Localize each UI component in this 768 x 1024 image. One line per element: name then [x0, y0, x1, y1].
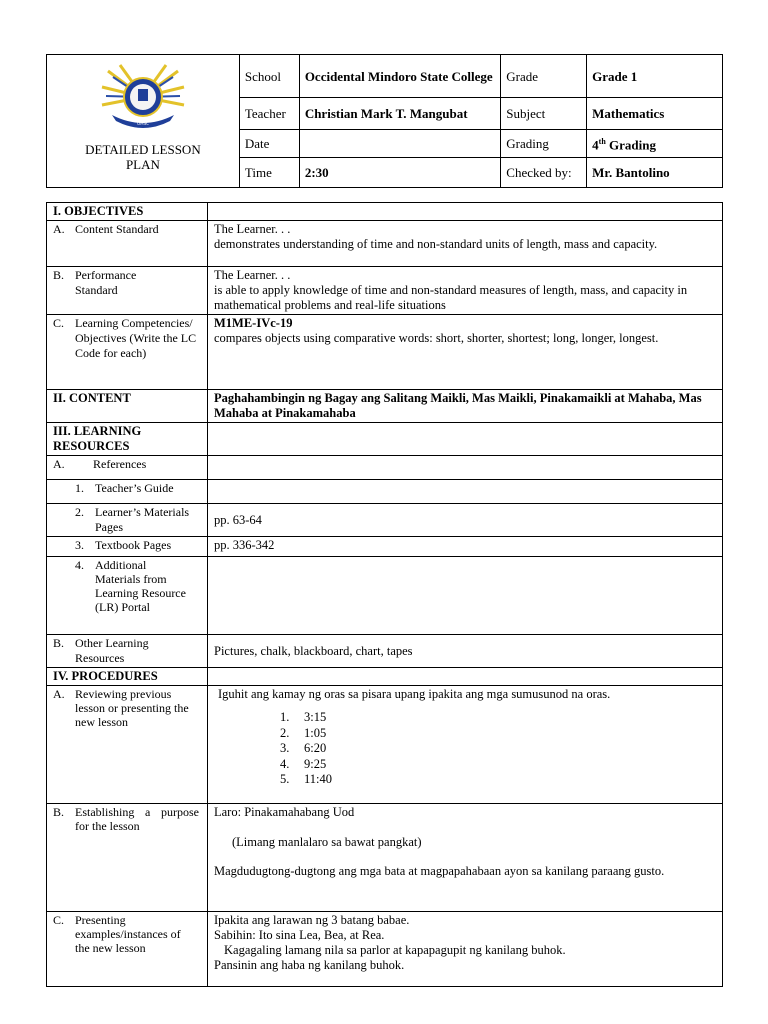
grading-value: 4th Grading: [587, 130, 723, 158]
subject-label: Subject: [501, 98, 587, 130]
lesson-plan-table: [46, 202, 723, 987]
procedures-heading: IV. PROCEDURES: [47, 668, 208, 686]
other-resources-label: B. Other Learning Resources: [47, 635, 208, 668]
date-label: Date: [239, 130, 299, 158]
performance-standard-label: B. Performance Standard: [47, 267, 208, 315]
content-value: Paghahambingin ng Bagay ang Salitang Maikli, Mas Maikli, Pinakamaikli at Mahaba, Mas Mahaba at Pinakamahaba: [208, 390, 723, 423]
other-resources-value: Pictures, chalk, blackboard, chart, tapes: [208, 635, 723, 668]
content-standard-label: A. Content Standard: [47, 221, 208, 267]
content-heading: II. CONTENT: [47, 390, 208, 423]
textbook-pages-value: pp. 336-342: [208, 537, 723, 557]
time-list: [214, 710, 716, 788]
subject-value: Mathematics: [587, 98, 723, 130]
list-item: 4. 9:25: [280, 756, 327, 771]
textbook-pages-label: 3. Textbook Pages: [47, 537, 208, 557]
presenting-examples-value: Ipakita ang larawan ng 3 batang babae. Sabihin: Ito sina Lea, Bea, at Rea. Kagagaling lamang nila sa parlor at kapapagupit ng kanilang buhok. Pansinin ang haba ng kanilang buhok.: [208, 912, 723, 987]
procedures-heading-blank: [208, 668, 723, 686]
learners-materials-value: pp. 63-64: [208, 504, 723, 537]
reviewing-previous-lesson-label: A. Reviewing previous lesson or presenting the new lesson: [47, 686, 208, 804]
list-item: 3. 6:20: [280, 741, 327, 755]
establishing-purpose-value: Laro: Pinakamahabang Uod (Limang manlalaro sa bawat pangkat) Magdudugtong-dugtong ang mga bata at magpapahabaan ayon sa kanilang paraang gusto.: [208, 804, 723, 912]
date-value: [299, 130, 500, 158]
references-blank: [208, 456, 723, 480]
additional-materials-label: 4. Additional Materials from Learning Resource (LR) Portal: [47, 557, 208, 635]
objectives-heading-blank: [208, 203, 723, 221]
time-label: Time: [239, 158, 299, 188]
grade-label: Grade: [501, 55, 587, 98]
header-table: [46, 54, 723, 188]
list-item: 2. 1:05: [280, 725, 327, 740]
grading-label: Grading: [501, 130, 587, 158]
establishing-purpose-label: B. Establishing a purpose for the lesson: [47, 804, 208, 912]
teachers-guide-label: 1. Teacher’s Guide: [47, 480, 208, 504]
list-item: 1. 3:15: [280, 710, 327, 724]
list-item: 5. 11:40: [280, 772, 333, 786]
learners-materials-label: 2. Learner’s Materials Pages: [47, 504, 208, 537]
teacher-value: Christian Mark T. Mangubat: [299, 98, 500, 130]
performance-standard-value: The Learner. . . is able to apply knowledge of time and non-standard measures of length, mass, and capacity in mathematical problems and real-life situations: [208, 267, 723, 315]
checked-by-value: Mr. Bantolino: [587, 158, 723, 188]
teacher-label: Teacher: [239, 98, 299, 130]
logo-cell: [47, 55, 240, 188]
learning-competencies-value: M1ME-IVc-19 compares objects using comparative words: short, shorter, shortest; long, longer, longest.: [208, 315, 723, 390]
grade-value: Grade 1: [587, 55, 723, 98]
objectives-heading: I. OBJECTIVES: [47, 203, 208, 221]
references-label: A. References: [47, 456, 208, 480]
school-label: School: [239, 55, 299, 98]
reviewing-previous-lesson-value: Iguhit ang kamay ng oras sa pisara upang ipakita ang mga sumusunod na oras. 1. 3:15 2. 1:05 3. 6:20 4. 9:25 5. 11:40: [208, 686, 723, 804]
learning-resources-blank: [208, 423, 723, 456]
learning-competencies-label: C. Learning Competencies/ Objectives (Write the LC Code for each): [47, 315, 208, 390]
additional-materials-value: [208, 557, 723, 635]
college-seal-logo: [98, 63, 188, 131]
learning-resources-heading: III. LEARNING RESOURCES: [47, 423, 208, 456]
checked-by-label: Checked by:: [501, 158, 587, 188]
content-standard-value: The Learner. . . demonstrates understanding of time and non-standard units of length, mass and capacity.: [208, 221, 723, 267]
presenting-examples-label: C. Presenting examples/instances of the new lesson: [47, 912, 208, 987]
document-title: DETAILED LESSON PLAN: [85, 142, 201, 172]
time-value: 2:30: [299, 158, 500, 188]
teachers-guide-value: [208, 480, 723, 504]
svg-text:OMSC: OMSC: [136, 121, 149, 126]
school-value: Occidental Mindoro State College: [299, 55, 500, 98]
